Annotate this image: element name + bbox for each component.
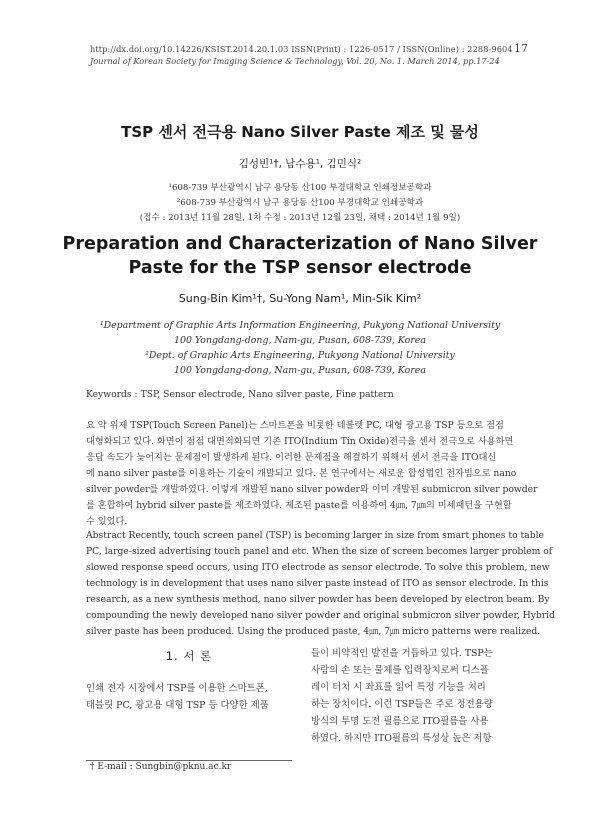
english-affiliation-1: ¹Department of Graphic Arts Information Engineering, Pukyong National University [99,320,501,331]
english-abstract-line: slowed response speed occurs, using ITO electrode as sensor electrode. To solve this problem, new [86,562,550,573]
korean-affiliation-2: ²608-739 부산광역시 남구 용당동 산100 부경대학교 인쇄공학과 [176,198,424,208]
footnote-email: † E-mail : Sungbin@pknu.ac.kr [90,762,232,772]
english-abstract-line: silver paste has been produced. Using the produced paste, 4㎛, 7㎛ micro patterns were realized. [86,626,541,637]
body-line: 하였다. 하지만 ITO필름의 특성상 높은 저항 [311,733,492,744]
body-line: 방식의 투명 도전 필름으로 ITO필름을 사용 [311,716,489,727]
english-abstract-line: compounding the newly developed nano silver powder and original submicron silver powder, Hybrid [86,610,555,621]
korean-abstract-line: 수 있었다. [86,516,128,527]
keywords: Keywords : TSP, Sensor electrode, Nano silver paste, Fine pattern [86,389,394,400]
english-abstract-line: technology is in development that uses nano silver paste instead of ITO as sensor electrode. In this [86,578,549,589]
english-affiliation-1-address: 100 Yongdang-dong, Nam-gu, Pusan, 608-739, Korea [174,335,426,346]
korean-abstract-line: 응답 속도가 늦어지는 문제점이 발생하게 된다. 이러한 문제점을 해결하기 위해서 센서 전극을 ITO대신 [86,452,497,463]
footnote-divider [86,760,292,761]
korean-abstract-line: 대형화되고 있다. 화면이 점점 대면적화되면 기존 ITO(Indium Tin Oxide)전극을 센서 전극으로 사용하면 [86,436,514,447]
korean-authors: 김성빈¹†, 남수용¹, 김민식² [238,158,362,170]
english-abstract [86,528,555,640]
english-title-line-1: Preparation and Characterization of Nano Silver [62,234,538,254]
journal-citation: Journal of Korean Society for Imaging Science & Technology, Vol. 20, No. 1. March 2014, pp.17-24 [90,56,500,66]
english-authors: Sung-Bin Kim¹†, Su-Yong Nam¹, Min-Sik Kim² [178,292,422,305]
body-line: 레이 터치 시 좌표를 읽어 특정 기능을 처리 [311,682,486,693]
english-abstract-line: research, as a new synthesis method, nano silver powder has been developed by electron beam. By [86,594,550,605]
korean-title: TSP 센서 전극용 Nano Silver Paste 제조 및 물성 [121,123,479,141]
body-left-column [86,680,292,714]
body-right-column [311,645,522,747]
korean-abstract [86,418,538,530]
body-line: 사람의 손 또는 물체를 입력장치로써 디스플 [311,665,489,676]
received-dates: (접수 : 2013년 11월 28일, 1차 수정 : 2013년 12월 23일, 채택 : 2014년 1월 9일) [139,213,461,223]
body-line: 태블릿 PC, 광고용 대형 TSP 등 다양한 제품 [86,700,269,711]
korean-abstract-line: 에 nano silver paste를 이용하는 기술이 개발되고 있다. 본 연구에서는 새로운 합성법인 전자빔으로 nano [86,468,517,479]
body-line: 인쇄 전자 시장에서 TSP를 이용한 스마트폰, [86,683,268,694]
english-abstract-line: PC, large-sized advertising touch panel and etc. When the size of screen becomes larger problem of [86,546,553,557]
korean-abstract-line: 요 약 위제 TSP(Touch Screen Panel)는 스마트폰을 비롯한 테블렛 PC, 대형 광고용 TSP 등으로 점점 [86,420,504,431]
english-affiliation-2-address: 100 Yongdang-dong, Nam-gu, Pusan, 608-739, Korea [174,365,426,376]
korean-abstract-line: silver powder를 개발하였다. 이렇게 개발된 nano silver powder와 이미 개발된 submicron silver powder [86,484,538,495]
page-number: 17 [514,42,528,55]
doi-issn-line: http://dx.doi.org/10.14226/KSIST.2014.20.1.03 ISSN(Print) : 1226-0517 / ISSN(Online) : 2288-9604 [90,44,513,54]
korean-affiliation-1: ¹608-739 부산광역시 남구 용당동 산100 부경대학교 인쇄정보공학과 [168,183,432,193]
english-affiliation-2: ²Dept. of Graphic Arts Engineering, Pukyong National University [145,350,455,361]
body-line: 하는 장치이다. 이런 TSP들은 주로 정전용량 [311,699,493,710]
english-abstract-line: Abstract Recently, touch screen panel (TSP) is becoming larger in size from smart phones to table [86,530,544,541]
english-title-line-2: Paste for the TSP sensor electrode [128,258,472,278]
section-heading-introduction: 1. 서 론 [165,649,213,663]
korean-abstract-line: 를 혼합하여 hybrid silver paste를 제조하였다. 제조된 paste를 이용하여 4㎛, 7㎛의 미세패턴을 구현할 [86,500,512,511]
body-line: 들이 비약적인 발전을 거듭하고 있다. TSP는 [311,648,493,659]
